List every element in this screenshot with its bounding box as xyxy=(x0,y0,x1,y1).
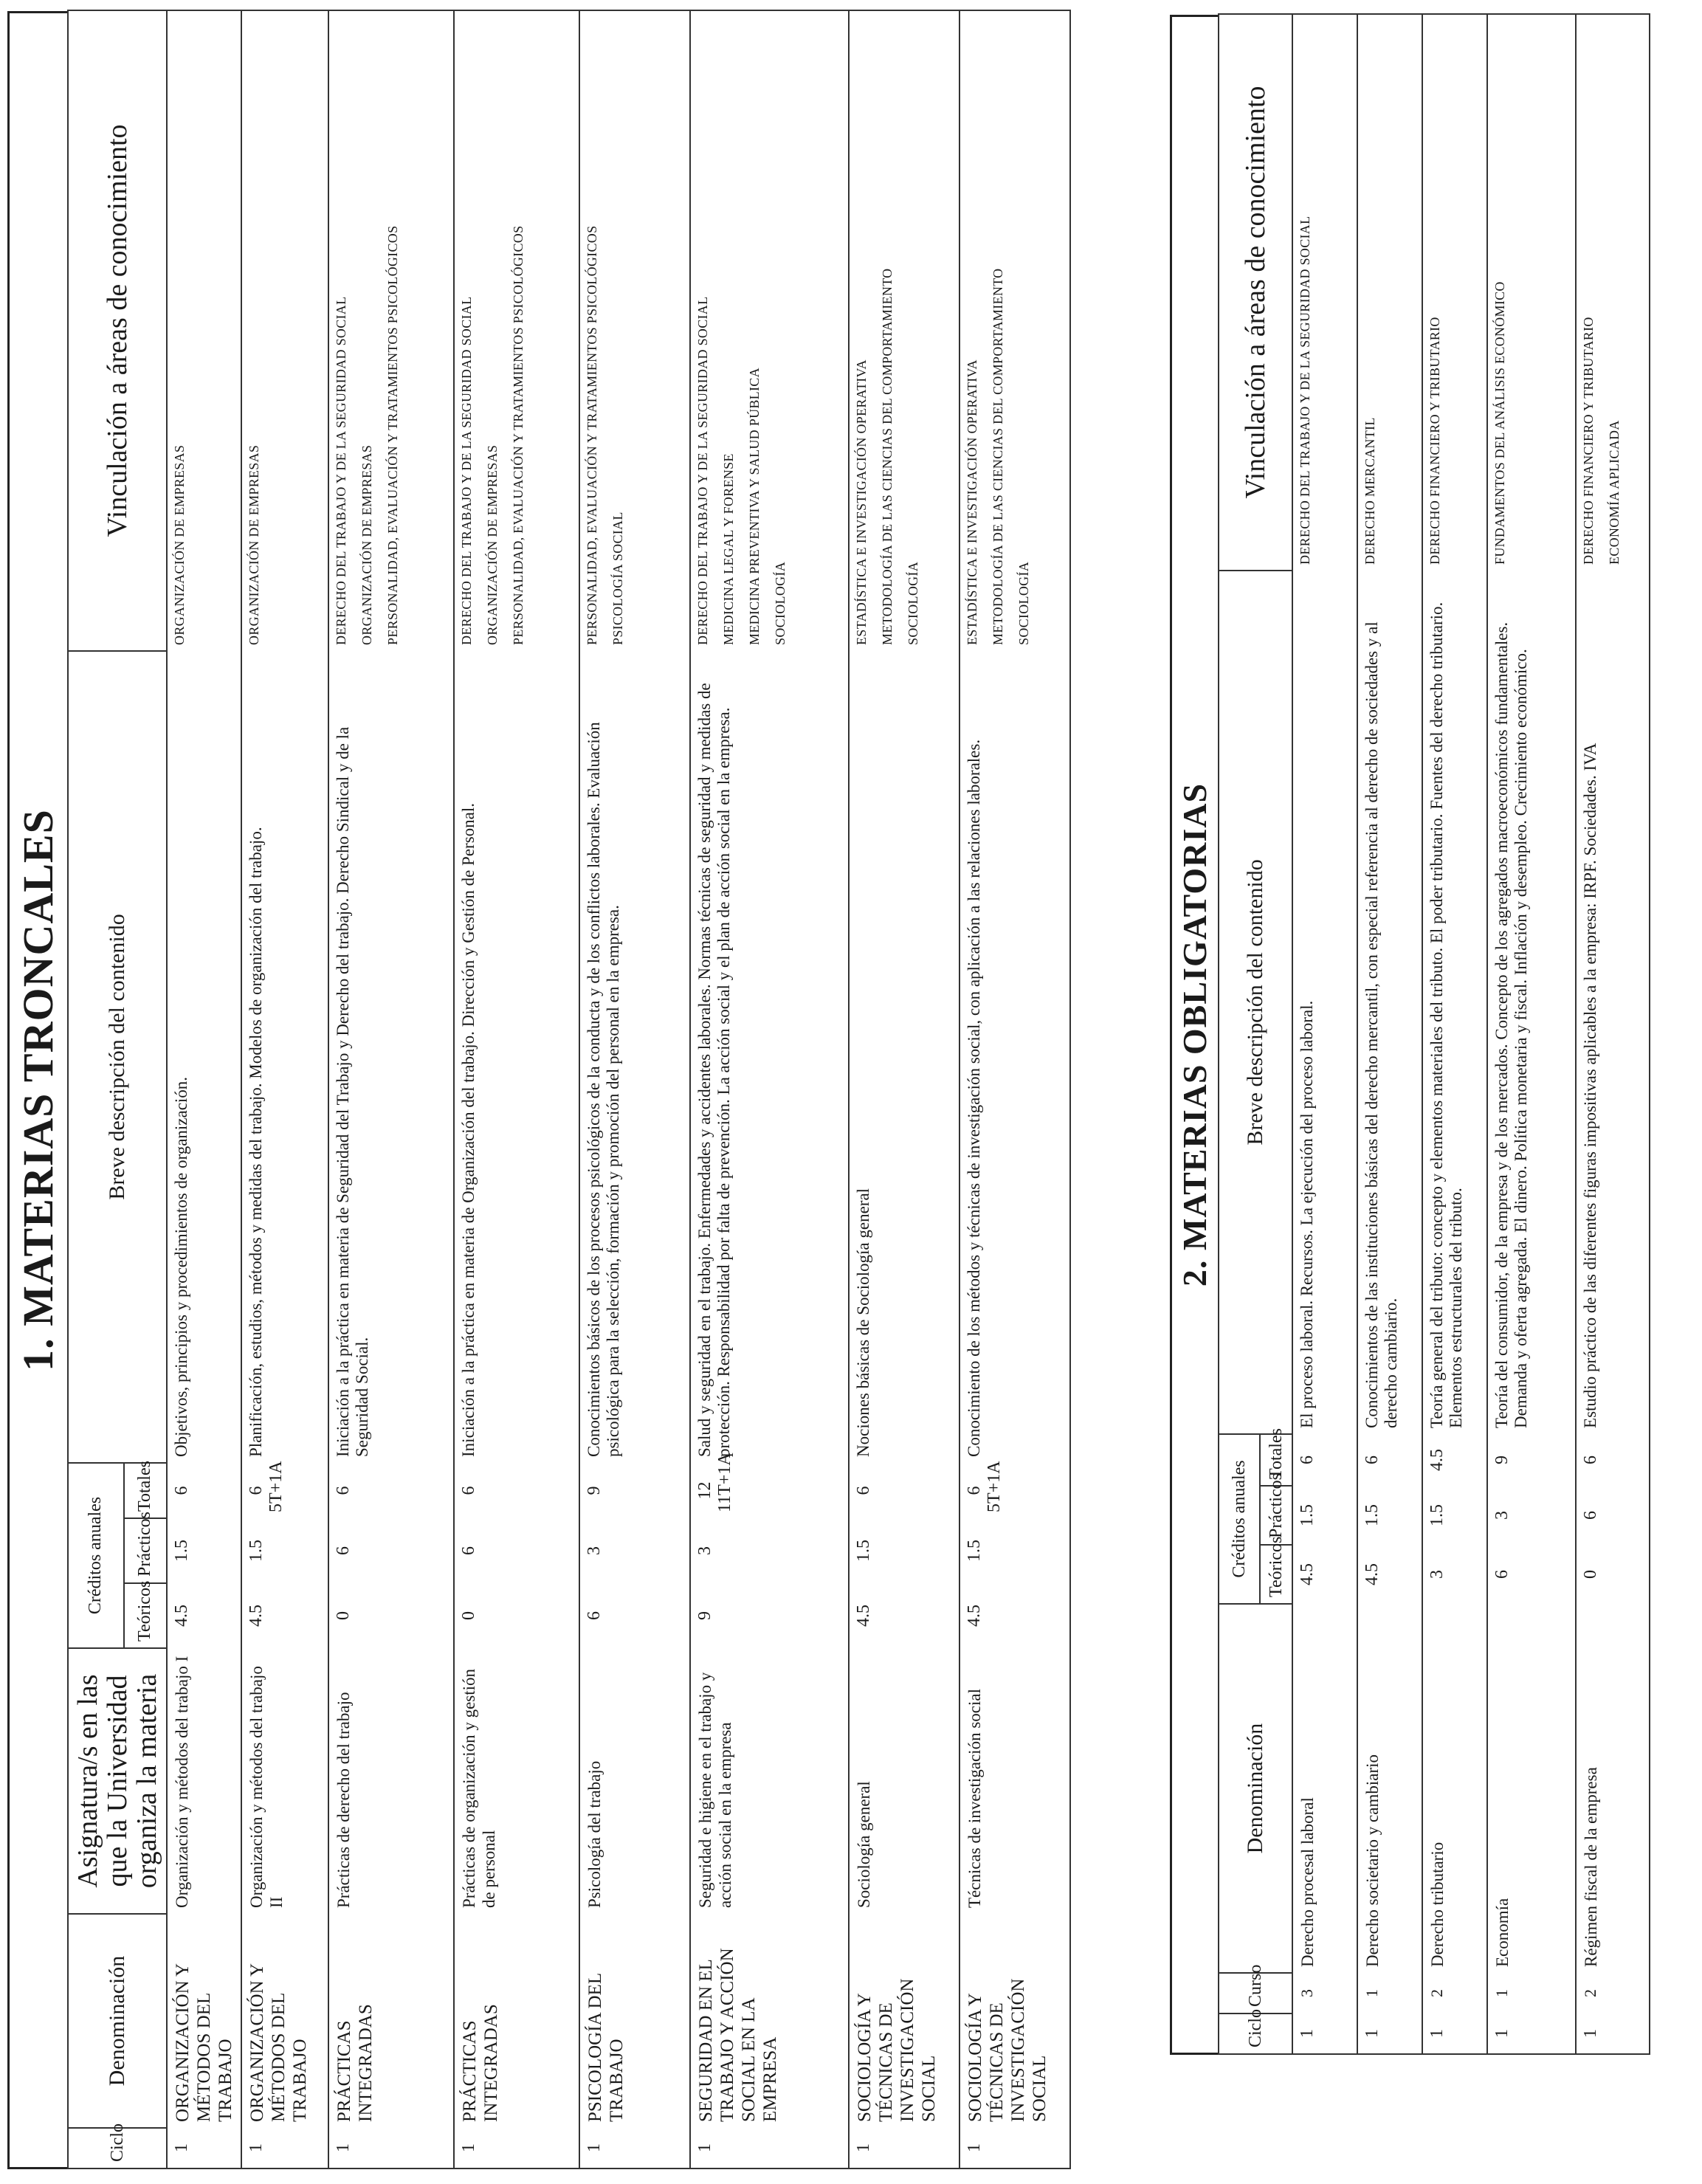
teoricos-cell: 0 xyxy=(328,1583,454,1648)
asignatura-cell: Técnicas de investigación social xyxy=(959,1648,1070,1914)
area-item: ORGANIZACIÓN DE EMPRESAS xyxy=(359,444,374,645)
asignatura-cell: Seguridad e higiene en el trabajo y acción social en la empresa xyxy=(690,1648,849,1914)
practicos-cell: 6 xyxy=(1576,1486,1650,1545)
materias-troncales-table xyxy=(67,10,1071,2169)
area-item: SOCIOLOGÍA xyxy=(906,561,920,645)
teoricos-cell: 6 xyxy=(579,1583,690,1648)
materias-obligatorias-table xyxy=(1218,13,1650,2055)
area-item: ECONOMÍA APLICADA xyxy=(1607,420,1622,565)
vinculacion-cell xyxy=(849,10,959,651)
practicos-cell: 1.5 xyxy=(167,1518,241,1583)
teoricos-cell: 0 xyxy=(1576,1545,1650,1604)
totales-cell: 6 xyxy=(1292,1434,1357,1486)
denominacion-cell: SOCIOLOGÍA Y TÉCNICAS DE INVESTIGACIÓN SOCIAL xyxy=(849,1914,959,2128)
area-item: PERSONALIDAD, EVALUACIÓN Y TRATAMIENTOS PSICOLÓGICOS xyxy=(385,225,400,645)
area-item: FUNDAMENTOS DEL ANÁLISIS ECONÓMICO xyxy=(1492,281,1507,565)
ciclo-cell: 1 xyxy=(1292,2014,1357,2054)
denominacion-cell: PSICOLOGÍA DEL TRABAJO xyxy=(579,1914,690,2128)
vinculacion-cell xyxy=(454,10,579,651)
totales-cell: 6 xyxy=(1576,1434,1650,1486)
curso-cell: 2 xyxy=(1422,1973,1487,2014)
descripcion-cell: Conocimiento de los métodos y técnicas de investigación social, con aplicación a las relaciones laborales. xyxy=(959,651,1070,1463)
practicos-cell: 1.5 xyxy=(241,1518,328,1583)
practicos-cell: 1.5 xyxy=(1422,1486,1487,1545)
area-item: PERSONALIDAD, EVALUACIÓN Y TRATAMIENTOS PSICOLÓGICOS xyxy=(585,225,599,645)
table-row xyxy=(849,10,959,2169)
header-asignaturas: Asignatura/s en las que la Universidad organiza la materia xyxy=(68,1648,167,1914)
denominacion-cell: ORGANIZACIÓN Y MÉTODOS DEL TRABAJO xyxy=(167,1914,241,2128)
table-row xyxy=(1292,14,1357,2054)
curso-cell: 1 xyxy=(1357,1973,1422,2014)
vinculacion-cell xyxy=(241,10,328,651)
descripcion-cell: Planificación, estudios, métodos y medidas del trabajo. Modelos de organización del trabajo. xyxy=(241,651,328,1463)
practicos-cell: 3 xyxy=(690,1518,849,1583)
header-descripcion: Breve descripción del contenido xyxy=(1219,571,1292,1434)
area-item: METODOLOGÍA DE LAS CIENCIAS DEL COMPORTAMIENTO xyxy=(880,268,895,645)
practicos-cell: 1.5 xyxy=(1292,1486,1357,1545)
teoricos-cell: 4.5 xyxy=(849,1583,959,1648)
area-item: ORGANIZACIÓN DE EMPRESAS xyxy=(247,444,261,645)
header-descripcion: Breve descripción del contenido xyxy=(68,651,167,1463)
table-row xyxy=(1487,14,1576,2054)
area-item: ORGANIZACIÓN DE EMPRESAS xyxy=(485,444,500,645)
totales-cell: 9 xyxy=(1487,1434,1576,1486)
area-item: ORGANIZACIÓN DE EMPRESAS xyxy=(172,444,187,645)
header-vinculacion: Vinculación a áreas de conocimiento xyxy=(1219,14,1292,571)
asignatura-cell: Sociología general xyxy=(849,1648,959,1914)
practicos-cell: 1.5 xyxy=(849,1518,959,1583)
area-item: PSICOLOGÍA SOCIAL xyxy=(610,511,625,645)
ciclo-cell: 1 xyxy=(1576,2014,1650,2054)
totales-cell: 6 xyxy=(328,1463,454,1518)
header-creditos: Créditos anuales xyxy=(1219,1434,1260,1604)
ciclo-cell: 1 xyxy=(959,2128,1070,2169)
area-item: DERECHO FINANCIERO Y TRIBUTARIO xyxy=(1581,317,1596,565)
vinculacion-cell xyxy=(579,10,690,651)
ciclo-cell: 1 xyxy=(167,2128,241,2169)
teoricos-cell: 4.5 xyxy=(1357,1545,1422,1604)
vinculacion-cell xyxy=(328,10,454,651)
teoricos-cell: 4.5 xyxy=(167,1583,241,1648)
area-item: DERECHO DEL TRABAJO Y DE LA SEGURIDAD SOCIAL xyxy=(695,296,710,645)
ciclo-cell: 1 xyxy=(328,2128,454,2169)
descripcion-cell: Estudio práctico de las diferentes figuras impositivas aplicables a la empresa: IRPF. Sociedades. IVA xyxy=(1576,571,1650,1434)
vinculacion-cell xyxy=(1422,14,1487,571)
vinculacion-cell xyxy=(1487,14,1576,571)
ciclo-cell: 1 xyxy=(454,2128,579,2169)
denominacion-cell: Derecho tributario xyxy=(1422,1604,1487,1973)
descripcion-cell: Teoría del consumidor, de la empresa y de los mercados. Concepto de los agregados macroeconómicos fundamentales. Demanda y oferta agregada. El dinero. Política monetaria y fiscal. Inflación y desempleo. Crecimiento económico. xyxy=(1487,571,1576,1434)
denominacion-cell: ORGANIZACIÓN Y MÉTODOS DEL TRABAJO xyxy=(241,1914,328,2128)
ciclo-cell: 1 xyxy=(849,2128,959,2169)
area-item: DERECHO DEL TRABAJO Y DE LA SEGURIDAD SOCIAL xyxy=(1298,216,1312,565)
header-teoricos: Teóricos xyxy=(124,1583,167,1648)
descripcion-cell: Conocimientos básicos de los procesos psicológicos de la conducta y de los conflictos laborales. Evaluación psicológica para la selección, formación y promoción del personal en la empresa. xyxy=(579,651,690,1463)
table-row xyxy=(328,10,454,2169)
table-row xyxy=(690,10,849,2169)
area-item: MEDICINA LEGAL Y FORENSE xyxy=(721,453,736,645)
area-item: DERECHO DEL TRABAJO Y DE LA SEGURIDAD SOCIAL xyxy=(334,296,348,645)
denominacion-cell: PRÁCTICAS INTEGRADAS xyxy=(328,1914,454,2128)
area-item: DERECHO DEL TRABAJO Y DE LA SEGURIDAD SOCIAL xyxy=(459,296,474,645)
header-practicos: Prácticos xyxy=(1260,1486,1292,1545)
header-ciclo: Ciclo xyxy=(68,2128,167,2169)
area-item: DERECHO MERCANTIL xyxy=(1362,417,1377,565)
header-creditos: Créditos anuales xyxy=(68,1463,124,1648)
ciclo-cell: 1 xyxy=(690,2128,849,2169)
asignatura-cell: Organización y métodos del trabajo II xyxy=(241,1648,328,1914)
vinculacion-cell xyxy=(1576,14,1650,571)
totales-cell: 6 xyxy=(167,1463,241,1518)
vinculacion-cell xyxy=(167,10,241,651)
practicos-cell: 3 xyxy=(579,1518,690,1583)
descripcion-cell: Salud y seguridad en el trabajo. Enfermedades y accidentes laborales. Normas técnicas de seguridad y medidas de protección. Responsabilidad por falta de prevención. La acción social y el plan de acción social en la empresa. xyxy=(690,651,849,1463)
teoricos-cell: 0 xyxy=(454,1583,579,1648)
curso-cell: 1 xyxy=(1487,1973,1576,2014)
section-title: 2. MATERIAS OBLIGATORIAS xyxy=(1170,15,1218,2055)
totales-cell: 6 5T+1A xyxy=(241,1463,328,1518)
asignatura-cell: Organización y métodos del trabajo I xyxy=(167,1648,241,1914)
section-materias-troncales xyxy=(7,0,1148,2184)
vinculacion-cell xyxy=(959,10,1070,651)
denominacion-cell: Derecho societario y cambiario xyxy=(1357,1604,1422,1973)
ciclo-cell: 1 xyxy=(241,2128,328,2169)
denominacion-cell: Derecho procesal laboral xyxy=(1292,1604,1357,1973)
vinculacion-cell xyxy=(690,10,849,651)
denominacion-cell: Régimen fiscal de la empresa xyxy=(1576,1604,1650,1973)
totales-cell: 12 11T+1A xyxy=(690,1463,849,1518)
descripcion-cell: Teoría general del tributo: concepto y elementos materiales del tributo. El poder tributario. Fuentes del derecho tributario. Elementos estructurales del tributo. xyxy=(1422,571,1487,1434)
area-item: DERECHO FINANCIERO Y TRIBUTARIO xyxy=(1427,317,1442,565)
header-totales: Totales xyxy=(1260,1434,1292,1486)
table-row xyxy=(579,10,690,2169)
ciclo-cell: 1 xyxy=(1357,2014,1422,2054)
totales-cell: 6 xyxy=(1357,1434,1422,1486)
descripcion-cell: Iniciación a la práctica en materia de Organización del trabajo. Dirección y Gestión de Personal. xyxy=(454,651,579,1463)
totales-cell: 6 xyxy=(454,1463,579,1518)
table-row xyxy=(1357,14,1422,2054)
descripcion-cell: Conocimientos de las instituciones básicas del derecho mercantil, con especial referencia al derecho de sociedades y al derecho cambiario. xyxy=(1357,571,1422,1434)
area-item: SOCIOLOGÍA xyxy=(1016,561,1031,645)
section-materias-obligatorias xyxy=(1170,0,1687,2184)
header-denominacion: Denominación xyxy=(1219,1604,1292,1973)
table-row xyxy=(167,10,241,2169)
header-totales: Totales xyxy=(124,1463,167,1518)
totales-cell: 6 xyxy=(849,1463,959,1518)
practicos-cell: 6 xyxy=(454,1518,579,1583)
vinculacion-cell xyxy=(1357,14,1422,571)
header-curso: Curso xyxy=(1219,1973,1292,2014)
practicos-cell: 3 xyxy=(1487,1486,1576,1545)
ciclo-cell: 1 xyxy=(1487,2014,1576,2054)
header-vinculacion: Vinculación a áreas de conocimiento xyxy=(68,10,167,651)
section-title: 1. MATERIAS TRONCALES xyxy=(7,11,67,2169)
curso-cell: 2 xyxy=(1576,1973,1650,2014)
ciclo-cell: 1 xyxy=(579,2128,690,2169)
asignatura-cell: Prácticas de derecho del trabajo xyxy=(328,1648,454,1914)
teoricos-cell: 4.5 xyxy=(1292,1545,1357,1604)
area-item: METODOLOGÍA DE LAS CIENCIAS DEL COMPORTAMIENTO xyxy=(990,268,1005,645)
descripcion-cell: Nociones básicas de Sociología general xyxy=(849,651,959,1463)
totales-cell: 6 5T+1A xyxy=(959,1463,1070,1518)
totales-cell: 4.5 xyxy=(1422,1434,1487,1486)
teoricos-cell: 4.5 xyxy=(959,1583,1070,1648)
practicos-cell: 1.5 xyxy=(1357,1486,1422,1545)
descripcion-cell: Iniciación a la práctica en materia de Seguridad del Trabajo y Derecho del trabajo. Derecho Sindical y de la Seguridad Social. xyxy=(328,651,454,1463)
asignatura-cell: Psicología del trabajo xyxy=(579,1648,690,1914)
asignatura-cell: Prácticas de organización y gestión de personal xyxy=(454,1648,579,1914)
area-item: MEDICINA PREVENTIVA Y SALUD PÚBLICA xyxy=(747,368,762,645)
vinculacion-cell xyxy=(1292,14,1357,571)
denominacion-cell: PRÁCTICAS INTEGRADAS xyxy=(454,1914,579,2128)
table-row xyxy=(1576,14,1650,2054)
denominacion-cell: SEGURIDAD EN EL TRABAJO Y ACCIÓN SOCIAL EN LA EMPRESA xyxy=(690,1914,849,2128)
table-row xyxy=(454,10,579,2169)
denominacion-cell: SOCIOLOGÍA Y TÉCNICAS DE INVESTIGACIÓN SOCIAL xyxy=(959,1914,1070,2128)
ciclo-cell: 1 xyxy=(1422,2014,1487,2054)
area-item: ESTADÍSTICA E INVESTIGACIÓN OPERATIVA xyxy=(854,359,869,645)
descripcion-cell: El proceso laboral. Recursos. La ejecución del proceso laboral. xyxy=(1292,571,1357,1434)
header-practicos: Prácticos xyxy=(124,1518,167,1583)
area-item: SOCIOLOGÍA xyxy=(773,561,788,645)
totales-cell: 9 xyxy=(579,1463,690,1518)
denominacion-cell: Economía xyxy=(1487,1604,1576,1973)
area-item: ESTADÍSTICA E INVESTIGACIÓN OPERATIVA xyxy=(965,359,979,645)
table-row xyxy=(959,10,1070,2169)
area-item: PERSONALIDAD, EVALUACIÓN Y TRATAMIENTOS PSICOLÓGICOS xyxy=(511,225,526,645)
descripcion-cell: Objetivos, principios y procedimientos de organización. xyxy=(167,651,241,1463)
teoricos-cell: 9 xyxy=(690,1583,849,1648)
table-row xyxy=(1422,14,1487,2054)
teoricos-cell: 6 xyxy=(1487,1545,1576,1604)
header-ciclo: Ciclo xyxy=(1219,2014,1292,2054)
teoricos-cell: 4.5 xyxy=(241,1583,328,1648)
curso-cell: 3 xyxy=(1292,1973,1357,2014)
header-denominacion: Denominación xyxy=(68,1914,167,2128)
header-teoricos: Teóricos xyxy=(1260,1545,1292,1604)
practicos-cell: 6 xyxy=(328,1518,454,1583)
practicos-cell: 1.5 xyxy=(959,1518,1070,1583)
teoricos-cell: 3 xyxy=(1422,1545,1487,1604)
table-row xyxy=(241,10,328,2169)
